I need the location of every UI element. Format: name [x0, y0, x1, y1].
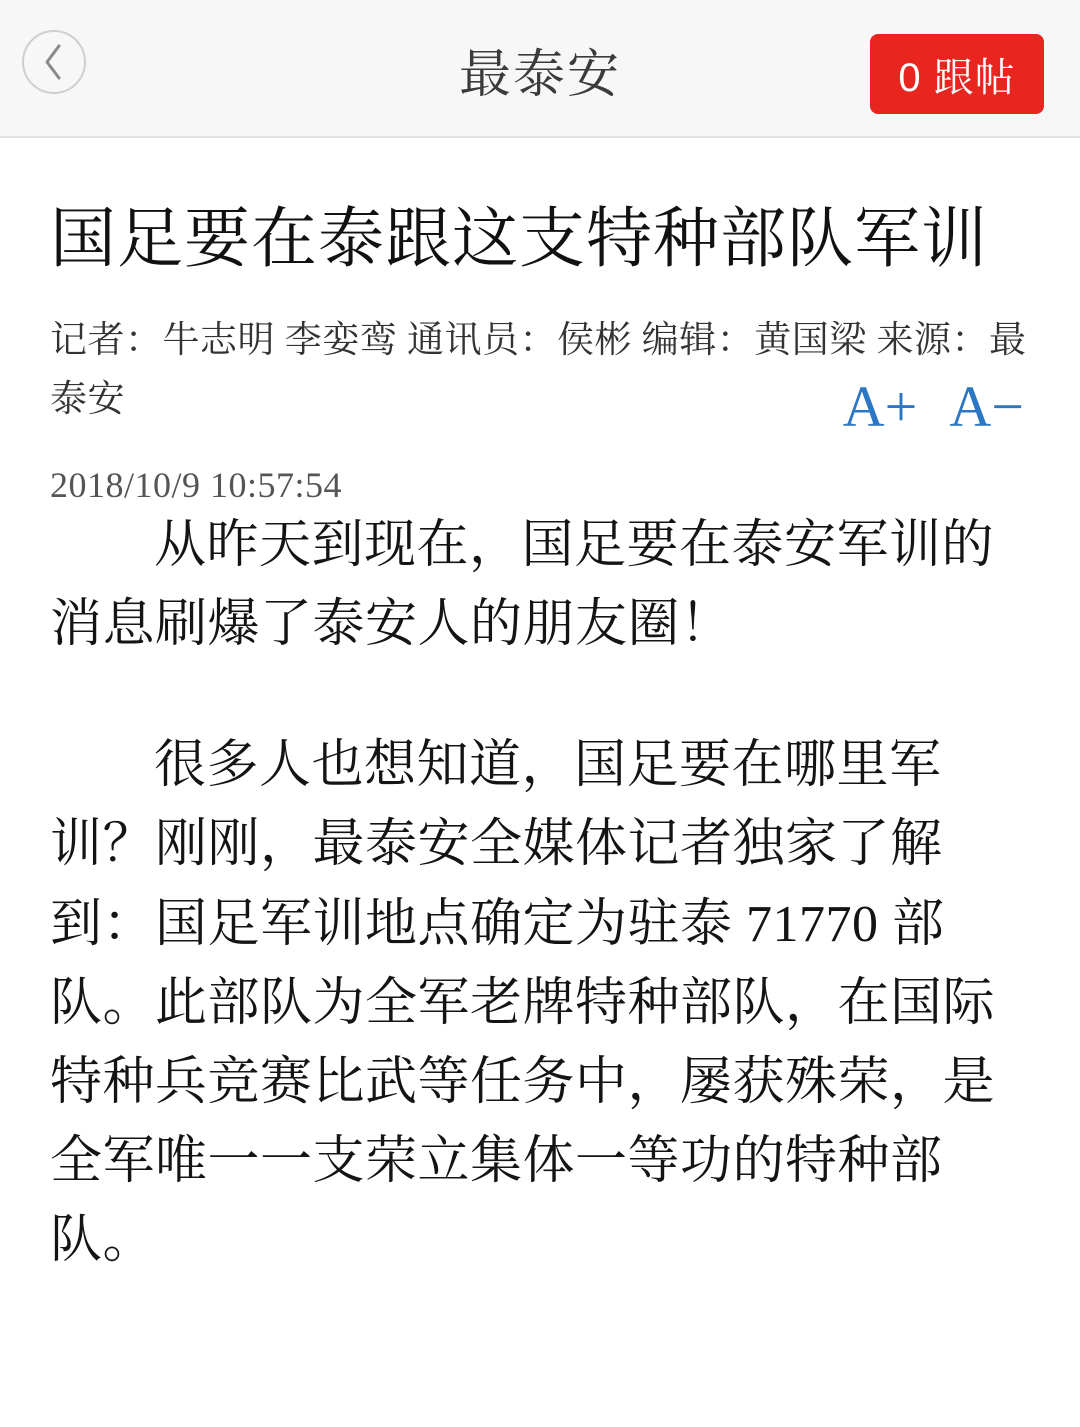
article-byline: 记者：牛志明 李娈鸾 通讯员：侯彬 编辑：黄国梁 来源：最泰安: [50, 319, 1027, 421]
article-body: [50, 506, 1030, 1279]
article-paragraph: 从昨天到现在，国足要在泰安军训的消息刷爆了泰安人的朋友圈！: [50, 517, 995, 654]
publish-timestamp: 2018/10/9 10:57:54: [50, 465, 343, 506]
font-size-controls: [842, 374, 1024, 440]
comments-follow-button[interactable]: 0 跟帖: [870, 34, 1044, 114]
byline-block: [50, 311, 1030, 440]
article-headline: 国足要在泰跟这支特种部队军训: [50, 203, 988, 276]
font-size-decrease-button[interactable]: A−: [949, 374, 1024, 440]
page-title: 最泰安: [458, 47, 621, 104]
article-container: [0, 200, 1080, 1280]
article-paragraph: 很多人也想知道，国足要在哪里军训？刚刚，最泰安全媒体记者独家了解到：国足军训地点确定为驻泰 71770 部队。此部队为全军老牌特种部队，在国际特种兵竞赛比武等任务中，屡获殊荣，是全军唯一一支荣立集体一等功的特种部队。: [50, 737, 996, 1269]
top-navigation-bar: [0, 0, 1080, 138]
font-size-increase-button[interactable]: A+: [842, 374, 918, 440]
